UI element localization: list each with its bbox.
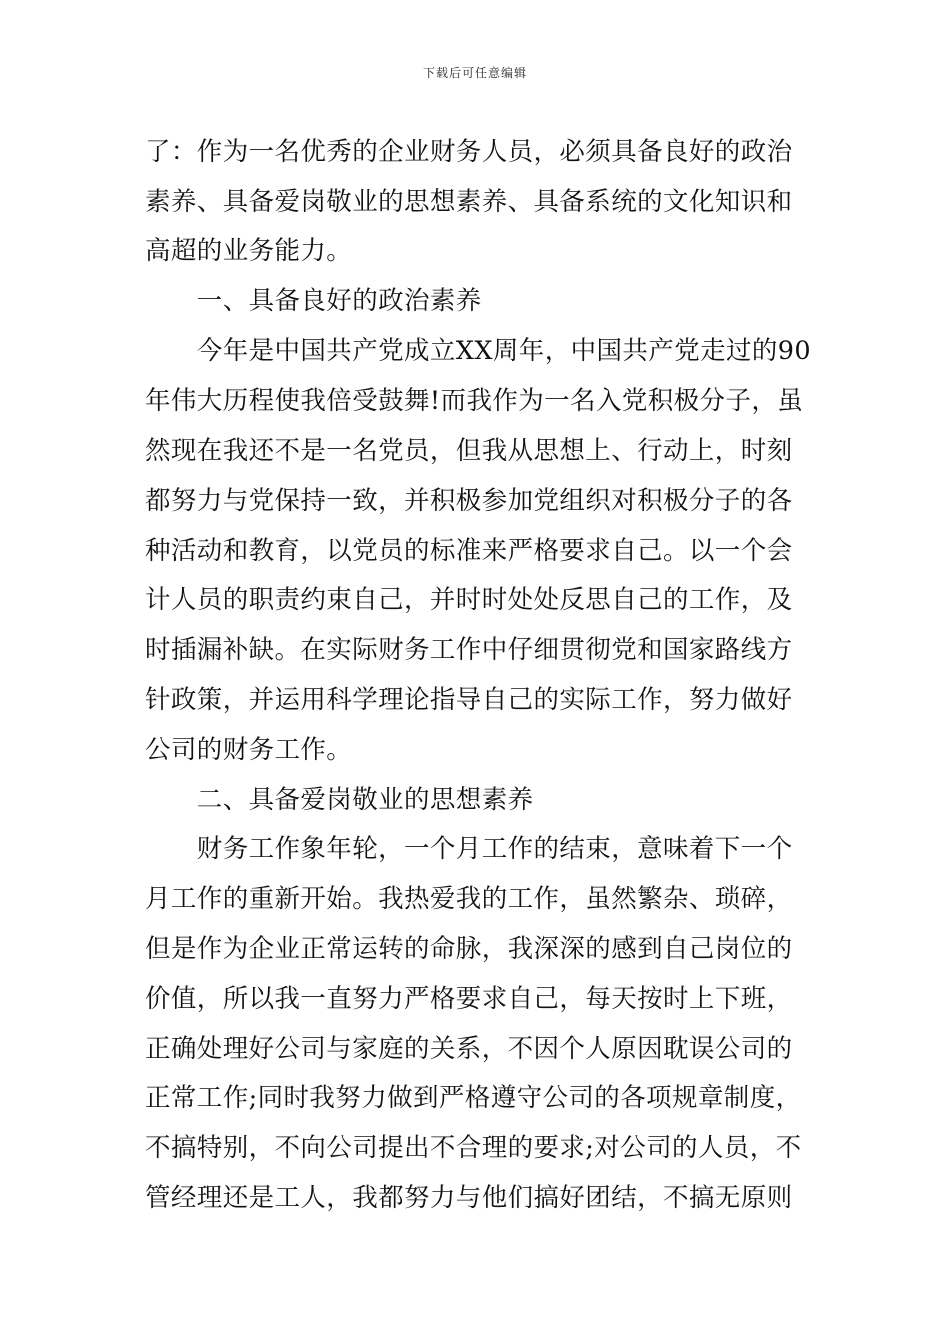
- text-line: 公司的财务工作。: [145, 735, 353, 765]
- text-line: 今年是中国共产党成立XX周年，中国共产党走过的90: [145, 336, 812, 366]
- text-line: 月工作的重新开始。我热爱我的工作，虽然繁杂、琐碎，: [145, 884, 793, 914]
- text-line: 财务工作象年轮，一个月工作的结束，意味着下一个: [145, 834, 793, 864]
- page-header: 下载后可任意编辑: [422, 66, 527, 80]
- text-line: 计人员的职责约束自己，并时时处处反思自己的工作，及: [145, 585, 793, 615]
- text-line: 管经理还是工人，我都努力与他们搞好团结，不搞无原则: [145, 1183, 793, 1213]
- text-line: 都努力与党保持一致，并积极参加党组织对积极分子的各: [145, 486, 793, 516]
- text-line: 种活动和教育，以党员的标准来严格要求自己。以一个会: [145, 536, 793, 566]
- section-heading: 一、具备良好的政治素养: [145, 286, 482, 316]
- text-line: 然现在我还不是一名党员，但我从思想上、行动上，时刻: [145, 436, 793, 466]
- text-line: 不搞特别，不向公司提出不合理的要求;对公司的人员，不: [145, 1133, 802, 1163]
- section-heading: 二、具备爱岗敬业的思想素养: [145, 785, 534, 815]
- text-line: 针政策，并运用科学理论指导自己的实际工作，努力做好: [145, 685, 793, 715]
- text-line: 高超的业务能力。: [145, 236, 353, 266]
- text-line: 时插漏补缺。在实际财务工作中仔细贯彻党和国家路线方: [145, 635, 793, 665]
- text-line: 正确处理好公司与家庭的关系，不因个人原因耽误公司的: [145, 1034, 793, 1064]
- text-line: 正常工作;同时我努力做到严格遵守公司的各项规章制度，: [145, 1083, 802, 1113]
- text-line: 年伟大历程使我倍受鼓舞!而我作为一名入党积极分子，虽: [145, 386, 804, 416]
- text-line: 了：作为一名优秀的企业财务人员，必须具备良好的政治: [145, 137, 793, 167]
- text-line: 价值，所以我一直努力严格要求自己，每天按时上下班，: [145, 984, 793, 1014]
- text-line: 但是作为企业正常运转的命脉，我深深的感到自己岗位的: [145, 934, 793, 964]
- text-line: 素养、具备爱岗敬业的思想素养、具备系统的文化知识和: [145, 187, 793, 217]
